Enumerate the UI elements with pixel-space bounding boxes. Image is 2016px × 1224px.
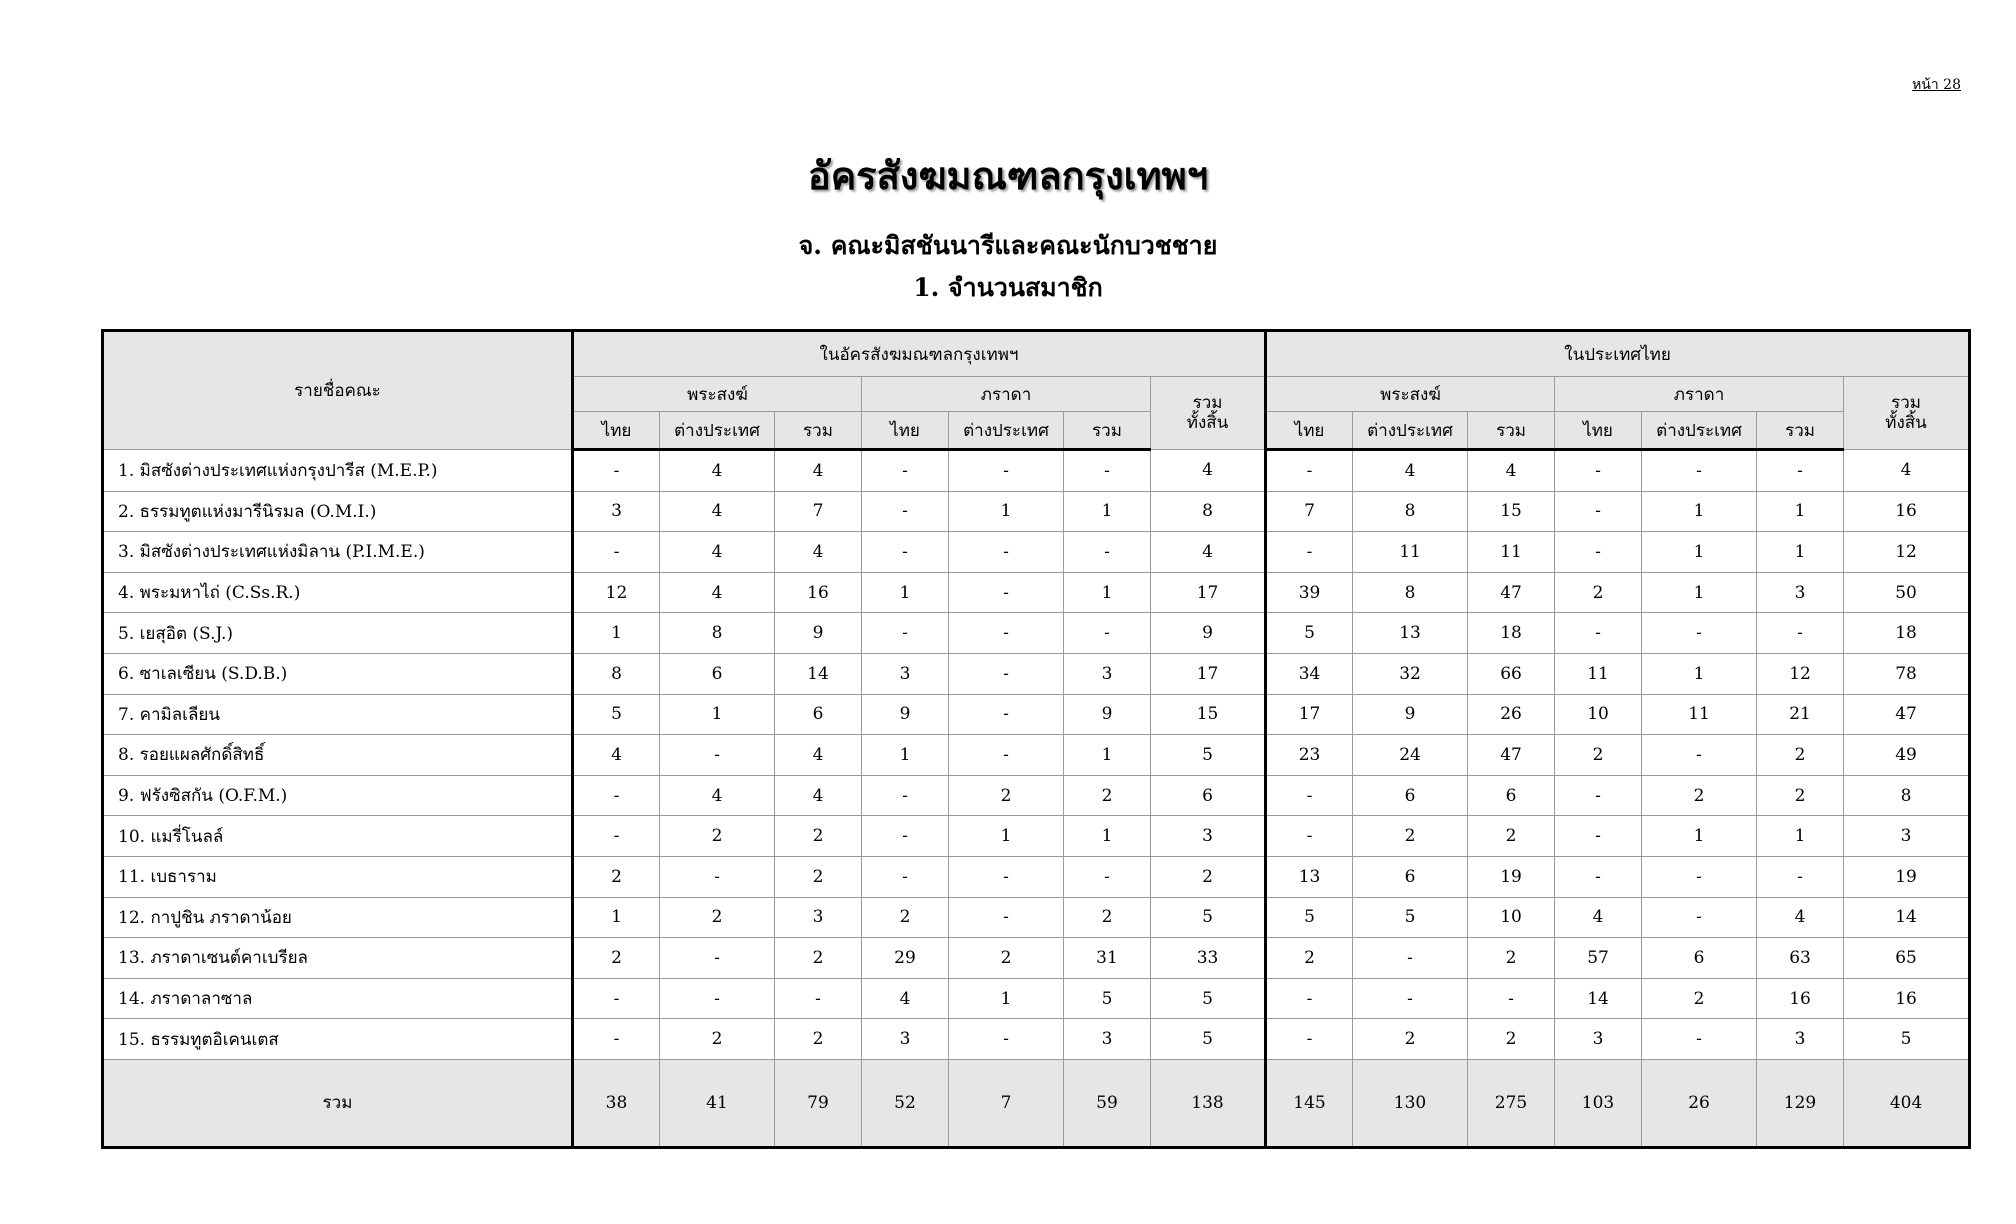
table-cell: 17 xyxy=(1151,572,1266,613)
table-cell: 2 xyxy=(1064,897,1151,938)
header-grand-total-line2: ทั้งสิ้น xyxy=(1186,413,1229,433)
table-cell: - xyxy=(1555,816,1642,857)
table-cell: - xyxy=(1353,938,1468,979)
table-cell: 6 xyxy=(1353,856,1468,897)
order-name: 7. คามิลเลียน xyxy=(103,694,573,735)
header-brothers: ภราดา xyxy=(1555,377,1844,412)
table-cell: - xyxy=(1555,491,1642,532)
table-cell: - xyxy=(1555,532,1642,573)
table-row xyxy=(103,532,1970,573)
table-cell: 26 xyxy=(1468,694,1555,735)
totals-row xyxy=(103,1059,1970,1147)
section-subtitle: จ. คณะมิสชันนารีและคณะนักบวชชาย xyxy=(798,231,1218,260)
table-cell: 7 xyxy=(775,491,862,532)
table-cell: 1 xyxy=(1064,816,1151,857)
table-cell: - xyxy=(573,1019,660,1060)
table-cell: 6 xyxy=(1468,775,1555,816)
table-cell: 78 xyxy=(1844,653,1970,694)
table-cell: - xyxy=(573,775,660,816)
table-cell: 50 xyxy=(1844,572,1970,613)
total-cell: 130 xyxy=(1353,1059,1468,1147)
table-cell: 2 xyxy=(573,938,660,979)
table-cell: - xyxy=(1555,856,1642,897)
table-cell: 6 xyxy=(775,694,862,735)
table-cell: 3 xyxy=(1151,816,1266,857)
order-name: 13. ภราดาเซนต์คาเบรียล xyxy=(103,938,573,979)
table-cell: 2 xyxy=(1468,816,1555,857)
table-cell: - xyxy=(1266,816,1353,857)
table-cell: 4 xyxy=(573,735,660,776)
table-cell: 11 xyxy=(1555,653,1642,694)
table-cell: 1 xyxy=(1642,816,1757,857)
table-cell: - xyxy=(949,613,1064,654)
table-cell: 9 xyxy=(1064,694,1151,735)
table-cell: 4 xyxy=(1844,450,1970,492)
table-cell: - xyxy=(573,450,660,492)
table-cell: 1 xyxy=(573,613,660,654)
table-row xyxy=(103,1019,1970,1060)
table-cell: - xyxy=(660,978,775,1019)
table-cell: 11 xyxy=(1468,532,1555,573)
table-cell: 9 xyxy=(862,694,949,735)
table-cell: 1 xyxy=(949,491,1064,532)
table-cell: 5 xyxy=(1151,897,1266,938)
table-cell: 1 xyxy=(949,978,1064,1019)
table-cell: 2 xyxy=(1642,775,1757,816)
total-cell: 404 xyxy=(1844,1059,1970,1147)
header-foreign: ต่างประเทศ xyxy=(660,412,775,450)
table-cell: 4 xyxy=(1468,450,1555,492)
table-cell: 1 xyxy=(1064,491,1151,532)
table-cell: 8 xyxy=(573,653,660,694)
table-cell: 4 xyxy=(1151,450,1266,492)
order-name: 5. เยสุอิต (S.J.) xyxy=(103,613,573,654)
table-cell: 12 xyxy=(573,572,660,613)
total-cell: 138 xyxy=(1151,1059,1266,1147)
table-cell: 8 xyxy=(1353,572,1468,613)
total-cell: 79 xyxy=(775,1059,862,1147)
table-cell: 5 xyxy=(1266,613,1353,654)
table-cell: 3 xyxy=(1757,1019,1844,1060)
table-cell: 4 xyxy=(1757,897,1844,938)
table-row xyxy=(103,613,1970,654)
table-cell: 6 xyxy=(660,653,775,694)
table-cell: 2 xyxy=(1555,572,1642,613)
table-cell: 4 xyxy=(775,735,862,776)
table-cell: 2 xyxy=(1151,856,1266,897)
table-cell: 8 xyxy=(660,613,775,654)
table-cell: 1 xyxy=(660,694,775,735)
table-cell: 3 xyxy=(775,897,862,938)
table-row xyxy=(103,816,1970,857)
table-cell: 8 xyxy=(1844,775,1970,816)
header-foreign: ต่างประเทศ xyxy=(1353,412,1468,450)
header-total: รวม xyxy=(1468,412,1555,450)
table-cell: 12 xyxy=(1757,653,1844,694)
table-cell: - xyxy=(949,735,1064,776)
table-cell: 16 xyxy=(1757,978,1844,1019)
table-cell: 5 xyxy=(1844,1019,1970,1060)
total-cell: 103 xyxy=(1555,1059,1642,1147)
table-cell: 3 xyxy=(862,1019,949,1060)
table-body xyxy=(103,450,1970,1060)
total-cell: 275 xyxy=(1468,1059,1555,1147)
table-cell: - xyxy=(775,978,862,1019)
table-cell: 18 xyxy=(1844,613,1970,654)
table-cell: - xyxy=(1064,450,1151,492)
header-name-column: รายชื่อคณะ xyxy=(103,331,573,450)
totals-label: รวม xyxy=(103,1059,573,1147)
table-cell: - xyxy=(1064,532,1151,573)
table-cell: - xyxy=(862,856,949,897)
table-cell: 3 xyxy=(573,491,660,532)
table-cell: - xyxy=(949,532,1064,573)
table-cell: - xyxy=(1266,450,1353,492)
table-cell: - xyxy=(1266,978,1353,1019)
table-cell: - xyxy=(1642,735,1757,776)
total-cell: 145 xyxy=(1266,1059,1353,1147)
table-caption: 1. จำนวนสมาชิก xyxy=(913,273,1103,302)
table-cell: 6 xyxy=(1353,775,1468,816)
page-title: อัครสังฆมณฑลกรุงเทพฯ xyxy=(807,153,1209,198)
table-cell: 16 xyxy=(1844,978,1970,1019)
header-total: รวม xyxy=(1757,412,1844,450)
header-thailand-group: ในประเทศไทย xyxy=(1266,331,1970,377)
table-cell: 2 xyxy=(949,775,1064,816)
table-cell: 33 xyxy=(1151,938,1266,979)
header-thai: ไทย xyxy=(862,412,949,450)
table-cell: 3 xyxy=(1064,1019,1151,1060)
header-foreign: ต่างประเทศ xyxy=(1642,412,1757,450)
total-cell: 129 xyxy=(1757,1059,1844,1147)
header-thai: ไทย xyxy=(573,412,660,450)
table-cell: - xyxy=(862,816,949,857)
order-name: 10. แมรี่โนลล์ xyxy=(103,816,573,857)
table-cell: 4 xyxy=(862,978,949,1019)
order-name: 6. ซาเลเซียน (S.D.B.) xyxy=(103,653,573,694)
table-cell: 2 xyxy=(1064,775,1151,816)
order-name: 9. ฟรังซิสกัน (O.F.M.) xyxy=(103,775,573,816)
table-cell: 3 xyxy=(1555,1019,1642,1060)
table-row xyxy=(103,572,1970,613)
header-brothers: ภราดา xyxy=(862,377,1151,412)
table-cell: - xyxy=(949,1019,1064,1060)
header-total: รวม xyxy=(1064,412,1151,450)
table-cell: 3 xyxy=(1844,816,1970,857)
table-cell: 1 xyxy=(1757,532,1844,573)
table-cell: 8 xyxy=(1353,491,1468,532)
table-cell: 19 xyxy=(1844,856,1970,897)
table-cell: 3 xyxy=(1064,653,1151,694)
table-cell: 14 xyxy=(775,653,862,694)
table-row xyxy=(103,978,1970,1019)
table-cell: 4 xyxy=(775,532,862,573)
table-cell: 1 xyxy=(862,735,949,776)
table-cell: 7 xyxy=(1266,491,1353,532)
table-cell: 9 xyxy=(1353,694,1468,735)
order-name: 1. มิสซังต่างประเทศแห่งกรุงปารีส (M.E.P.) xyxy=(103,450,573,492)
members-table xyxy=(101,329,1971,1149)
table-cell: 4 xyxy=(660,491,775,532)
order-name: 11. เบธาราม xyxy=(103,856,573,897)
table-cell: 47 xyxy=(1468,735,1555,776)
table-cell: 10 xyxy=(1468,897,1555,938)
table-cell: - xyxy=(573,816,660,857)
table-cell: - xyxy=(862,532,949,573)
table-cell: 1 xyxy=(949,816,1064,857)
table-cell: 1 xyxy=(1064,735,1151,776)
order-name: 14. ภราดาลาซาล xyxy=(103,978,573,1019)
table-row xyxy=(103,775,1970,816)
table-cell: 23 xyxy=(1266,735,1353,776)
total-cell: 41 xyxy=(660,1059,775,1147)
table-cell: 2 xyxy=(949,938,1064,979)
table-cell: 2 xyxy=(1468,1019,1555,1060)
header-thai: ไทย xyxy=(1555,412,1642,450)
order-name: 2. ธรรมทูตแห่งมารีนิรมล (O.M.I.) xyxy=(103,491,573,532)
table-cell: - xyxy=(862,613,949,654)
table-cell: 4 xyxy=(1353,450,1468,492)
table-cell: - xyxy=(660,856,775,897)
table-cell: 16 xyxy=(775,572,862,613)
header-grand-total-line2: ทั้งสิ้น xyxy=(1885,413,1927,433)
table-cell: 2 xyxy=(1353,1019,1468,1060)
table-cell: 5 xyxy=(1353,897,1468,938)
total-cell: 26 xyxy=(1642,1059,1757,1147)
table-cell: 10 xyxy=(1555,694,1642,735)
table-cell: 2 xyxy=(573,856,660,897)
table-cell: - xyxy=(949,450,1064,492)
table-cell: 24 xyxy=(1353,735,1468,776)
table-cell: 11 xyxy=(1642,694,1757,735)
table-cell: - xyxy=(862,491,949,532)
table-cell: - xyxy=(1555,613,1642,654)
table-cell: 4 xyxy=(775,775,862,816)
table-cell: 34 xyxy=(1266,653,1353,694)
table-cell: 3 xyxy=(1757,572,1844,613)
table-cell: 19 xyxy=(1468,856,1555,897)
table-cell: - xyxy=(1266,1019,1353,1060)
table-cell: 4 xyxy=(775,450,862,492)
header-grand-total xyxy=(1151,377,1266,450)
page-number: หน้า 28 xyxy=(1912,77,1961,93)
table-cell: 13 xyxy=(1353,613,1468,654)
table-cell: 4 xyxy=(1151,532,1266,573)
table-cell: - xyxy=(660,938,775,979)
table-cell: 2 xyxy=(775,856,862,897)
table-cell: 29 xyxy=(862,938,949,979)
table-cell: - xyxy=(573,978,660,1019)
table-cell: 9 xyxy=(1151,613,1266,654)
table-cell: 12 xyxy=(1844,532,1970,573)
order-name: 12. กาปูชิน ภราดาน้อย xyxy=(103,897,573,938)
table-cell: 63 xyxy=(1757,938,1844,979)
table-cell: - xyxy=(1642,613,1757,654)
table-cell: - xyxy=(862,450,949,492)
table-cell: 1 xyxy=(1642,653,1757,694)
table-cell: 8 xyxy=(1151,491,1266,532)
table-cell: 2 xyxy=(775,938,862,979)
table-row xyxy=(103,938,1970,979)
table-cell: 6 xyxy=(1642,938,1757,979)
header-grand-total-line1: รวม xyxy=(1192,393,1223,413)
header-total: รวม xyxy=(775,412,862,450)
order-name: 8. รอยแผลศักดิ์สิทธิ์ xyxy=(103,735,573,776)
table-cell: 1 xyxy=(1642,572,1757,613)
table-cell: - xyxy=(949,572,1064,613)
table-cell: 2 xyxy=(1757,775,1844,816)
table-cell: 1 xyxy=(862,572,949,613)
table-cell: 3 xyxy=(862,653,949,694)
table-cell: 49 xyxy=(1844,735,1970,776)
table-cell: - xyxy=(1555,775,1642,816)
table-row xyxy=(103,856,1970,897)
table-cell: 14 xyxy=(1844,897,1970,938)
table-cell: 65 xyxy=(1844,938,1970,979)
table-cell: 39 xyxy=(1266,572,1353,613)
table-cell: 1 xyxy=(1642,532,1757,573)
table-cell: 15 xyxy=(1468,491,1555,532)
table-cell: 4 xyxy=(660,572,775,613)
table-cell: 5 xyxy=(1266,897,1353,938)
table-cell: - xyxy=(1468,978,1555,1019)
table-cell: 66 xyxy=(1468,653,1555,694)
table-cell: 11 xyxy=(1353,532,1468,573)
table-cell: 15 xyxy=(1151,694,1266,735)
table-cell: - xyxy=(1757,613,1844,654)
header-foreign: ต่างประเทศ xyxy=(949,412,1064,450)
table-cell: 2 xyxy=(1642,978,1757,1019)
table-cell: 5 xyxy=(1151,978,1266,1019)
table-cell: 1 xyxy=(573,897,660,938)
table-cell: - xyxy=(1757,450,1844,492)
order-name: 15. ธรรมทูตอิเคนเตส xyxy=(103,1019,573,1060)
table-cell: - xyxy=(1555,450,1642,492)
table-cell: - xyxy=(660,735,775,776)
order-name: 3. มิสซังต่างประเทศแห่งมิลาน (P.I.M.E.) xyxy=(103,532,573,573)
table-cell: - xyxy=(1266,532,1353,573)
table-cell: 2 xyxy=(862,897,949,938)
table-cell: - xyxy=(1266,775,1353,816)
table-cell: 32 xyxy=(1353,653,1468,694)
table-cell: 57 xyxy=(1555,938,1642,979)
table-row xyxy=(103,694,1970,735)
order-name: 4. พระมหาไถ่ (C.Ss.R.) xyxy=(103,572,573,613)
table-cell: - xyxy=(1642,897,1757,938)
table-cell: 5 xyxy=(1151,735,1266,776)
table-cell: - xyxy=(949,653,1064,694)
table-cell: 4 xyxy=(660,532,775,573)
table-cell: 4 xyxy=(1555,897,1642,938)
table-cell: 2 xyxy=(660,816,775,857)
table-cell: 2 xyxy=(660,897,775,938)
table-cell: 17 xyxy=(1151,653,1266,694)
total-cell: 52 xyxy=(862,1059,949,1147)
header-priests: พระสงฆ์ xyxy=(1266,377,1555,412)
total-cell: 59 xyxy=(1064,1059,1151,1147)
table-cell: - xyxy=(1757,856,1844,897)
table-cell: - xyxy=(1064,613,1151,654)
table-cell: - xyxy=(949,694,1064,735)
table-cell: 2 xyxy=(775,816,862,857)
table-row xyxy=(103,450,1970,492)
table-cell: 2 xyxy=(775,1019,862,1060)
table-cell: 16 xyxy=(1844,491,1970,532)
table-cell: 2 xyxy=(1468,938,1555,979)
table-cell: 1 xyxy=(1757,816,1844,857)
table-cell: - xyxy=(862,775,949,816)
table-cell: 13 xyxy=(1266,856,1353,897)
table-cell: 47 xyxy=(1468,572,1555,613)
table-cell: 5 xyxy=(1151,1019,1266,1060)
table-cell: 1 xyxy=(1757,491,1844,532)
table-cell: 6 xyxy=(1151,775,1266,816)
table-cell: - xyxy=(1642,450,1757,492)
table-cell: 4 xyxy=(660,450,775,492)
table-cell: 21 xyxy=(1757,694,1844,735)
table-cell: - xyxy=(949,856,1064,897)
header-archdiocese-group: ในอัครสังฆมณฑลกรุงเทพฯ xyxy=(573,331,1266,377)
header-thai: ไทย xyxy=(1266,412,1353,450)
header-priests: พระสงฆ์ xyxy=(573,377,862,412)
table-cell: 47 xyxy=(1844,694,1970,735)
table-cell: 5 xyxy=(1064,978,1151,1019)
table-cell: 4 xyxy=(660,775,775,816)
header-grand-total xyxy=(1844,377,1970,450)
table-row xyxy=(103,653,1970,694)
total-cell: 7 xyxy=(949,1059,1064,1147)
table-cell: - xyxy=(1642,1019,1757,1060)
header-grand-total-line1: รวม xyxy=(1891,393,1921,413)
table-cell: - xyxy=(1642,856,1757,897)
table-cell: - xyxy=(949,897,1064,938)
table-cell: 31 xyxy=(1064,938,1151,979)
table-row xyxy=(103,735,1970,776)
table-row xyxy=(103,491,1970,532)
table-cell: 5 xyxy=(573,694,660,735)
table-cell: - xyxy=(1064,856,1151,897)
table-cell: 2 xyxy=(1555,735,1642,776)
table-cell: 1 xyxy=(1064,572,1151,613)
table-row xyxy=(103,897,1970,938)
table-cell: 1 xyxy=(1642,491,1757,532)
table-cell: 2 xyxy=(1757,735,1844,776)
table-cell: 2 xyxy=(1353,816,1468,857)
table-cell: 2 xyxy=(1266,938,1353,979)
table-cell: - xyxy=(573,532,660,573)
table-cell: 2 xyxy=(660,1019,775,1060)
table-cell: 17 xyxy=(1266,694,1353,735)
table-cell: 14 xyxy=(1555,978,1642,1019)
total-cell: 38 xyxy=(573,1059,660,1147)
table-cell: - xyxy=(1353,978,1468,1019)
table-cell: 9 xyxy=(775,613,862,654)
table-cell: 18 xyxy=(1468,613,1555,654)
